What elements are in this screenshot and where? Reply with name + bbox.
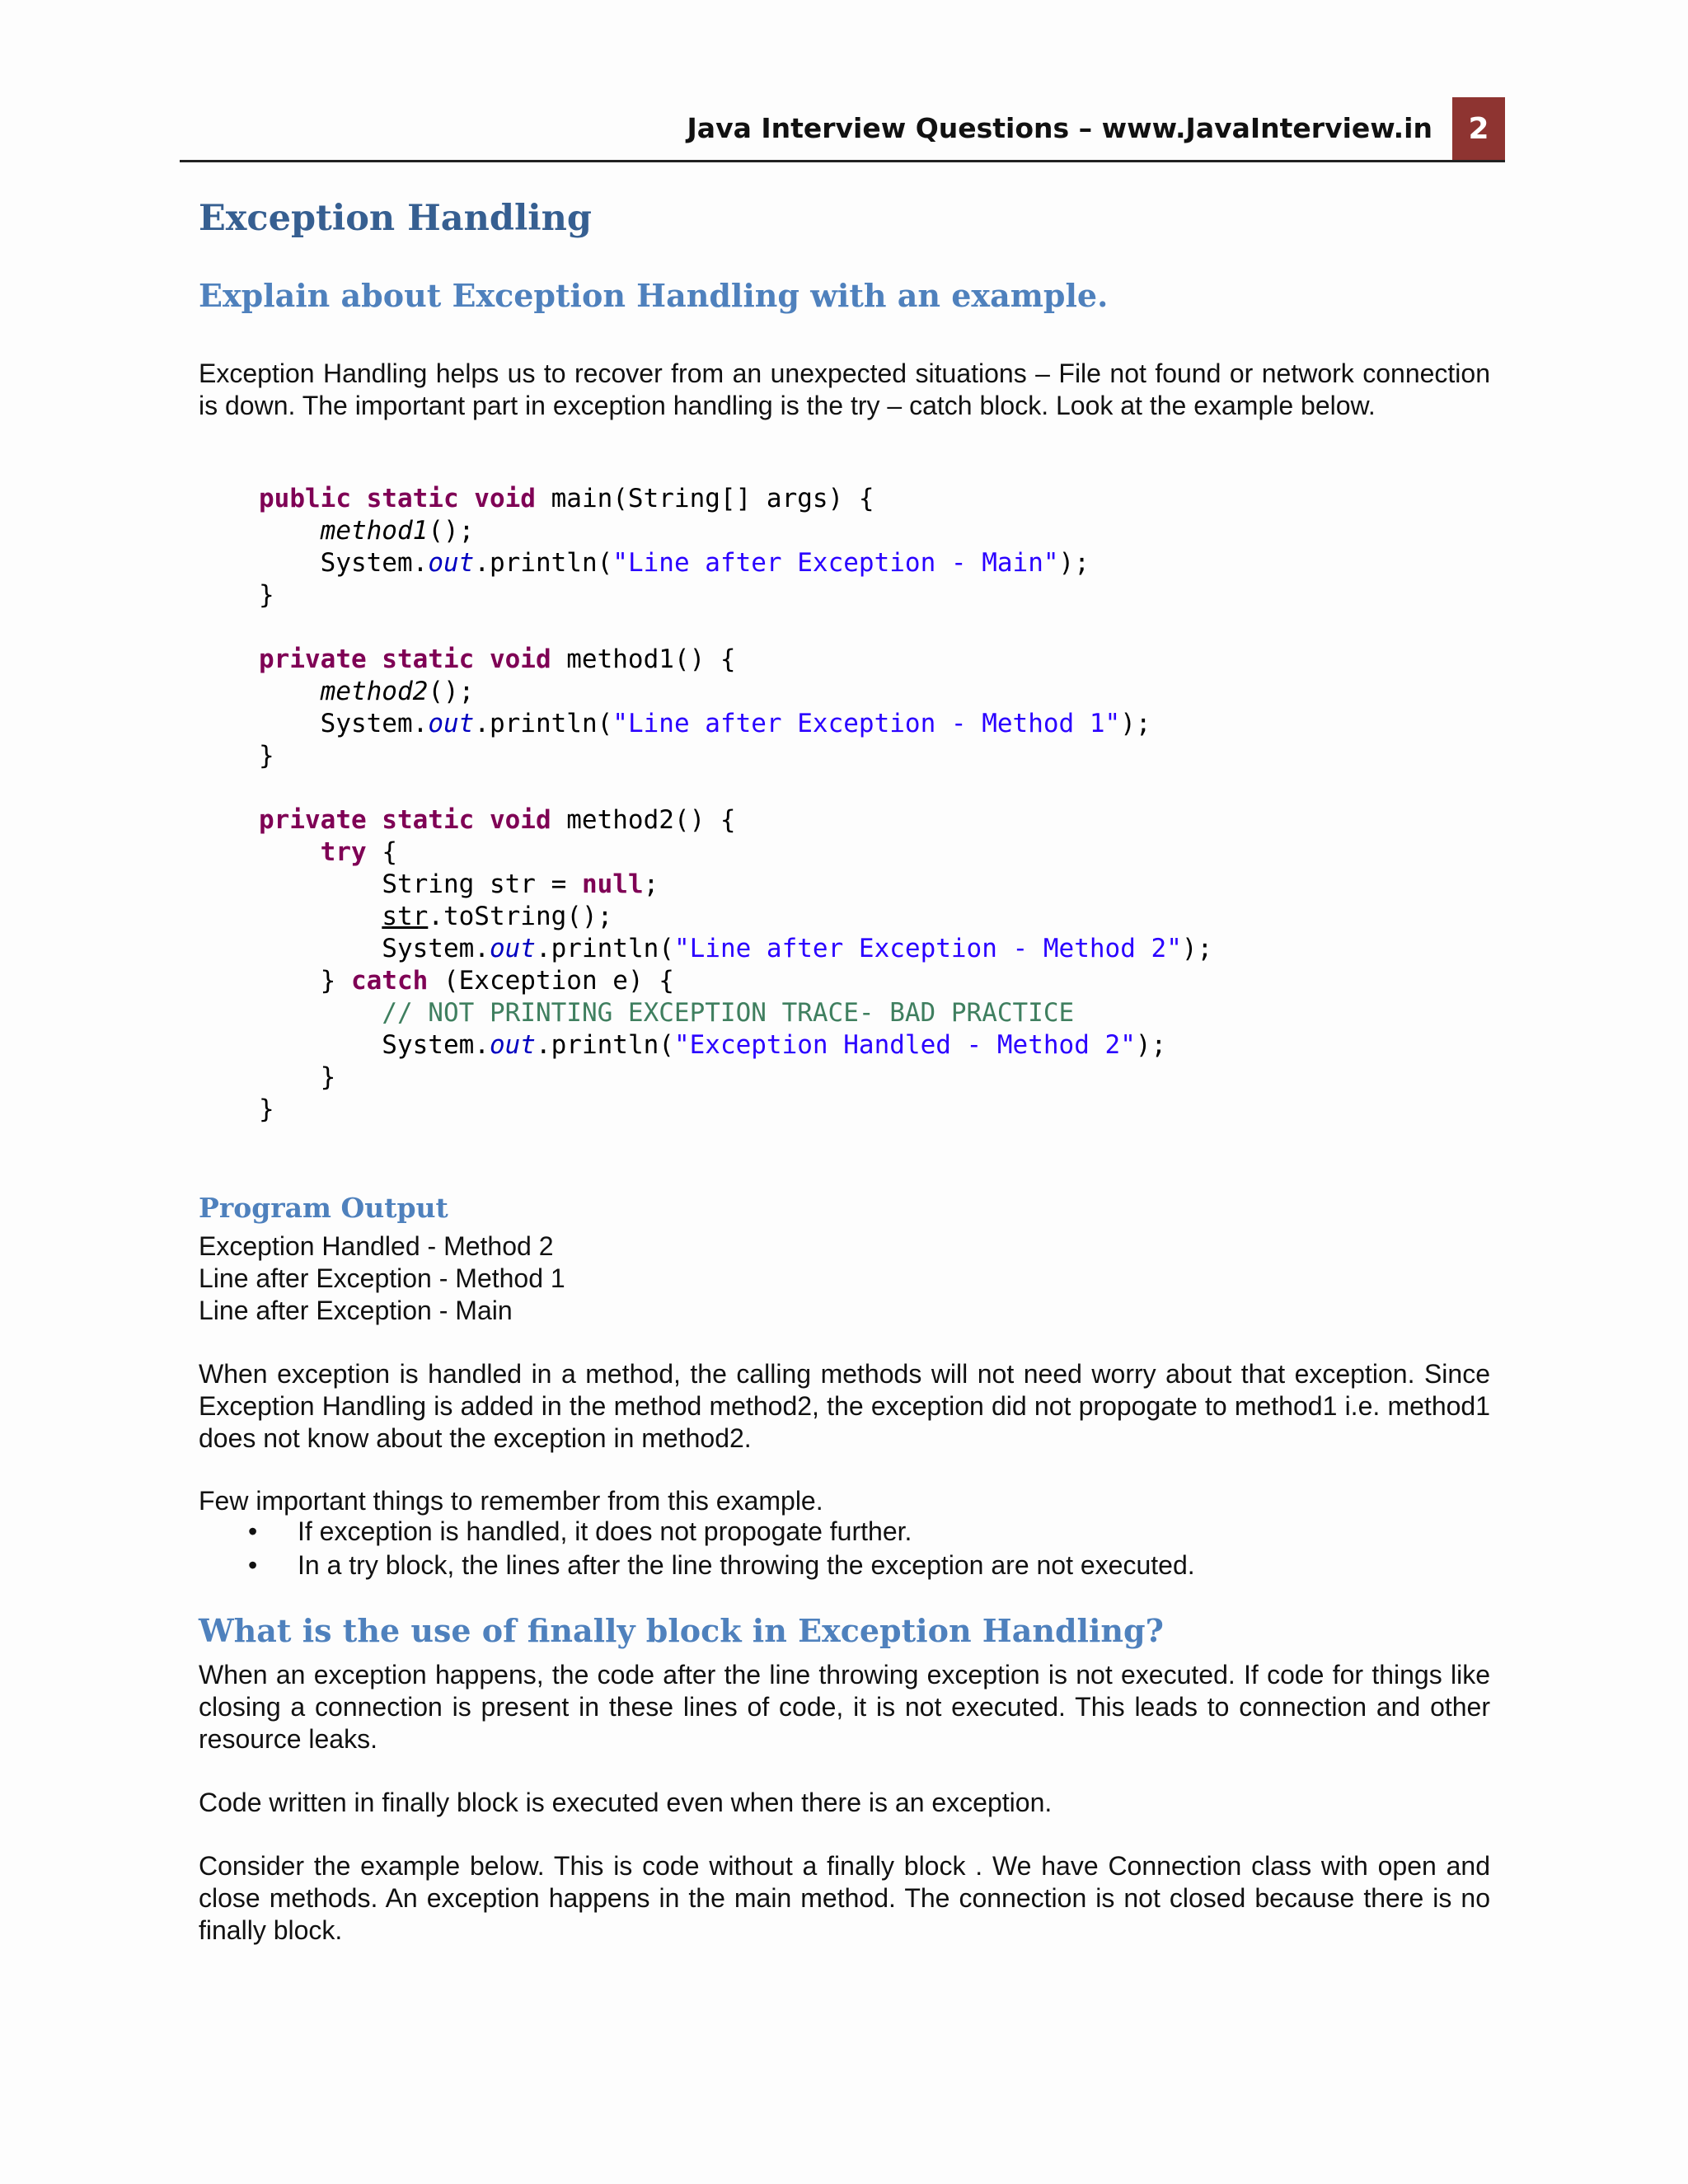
remember-intro: Few important things to remember from this example.	[199, 1486, 823, 1516]
code-block: public static void main(String[] args) { method1(); System.out.println("Line after Exception - Main"); } private static void method1() { method2(); System.out.println("Line after Exception - Method 1"); } private static void method2() { try { String str = null; str.toString(); System.out.println("Line after Exception - Method 2"); } catch (Exception e) { // NOT PRINTING EXCEPTION TRACE- BAD PRACTICE System.out.println("Exception Handled - Method 2"); } }	[259, 484, 1213, 1124]
program-output-title: Program Output	[199, 1192, 448, 1224]
output-line: Line after Exception - Method 1	[199, 1263, 565, 1293]
page-header	[180, 97, 1505, 162]
explanation-paragraph: When exception is handled in a method, the calling methods will not need worry about that exception. Since Exception Handling is added in the method method2, the exception did not propogate to method1 i.e. method1 does not know about the exception in method2.	[199, 1359, 1490, 1453]
finally-paragraph-2: Code written in finally block is executed even when there is an exception.	[199, 1788, 1053, 1817]
list-item: • If exception is handled, it does not propogate further.	[248, 1516, 912, 1546]
question-1-title: Explain about Exception Handling with an example.	[199, 277, 1109, 314]
intro-paragraph: Exception Handling helps us to recover from an unexpected situations – File not found or network connection is down. The important part in exception handling is the try – catch block. Look at the example below.	[199, 359, 1490, 420]
remember-list	[248, 1516, 1195, 1584]
page-number-badge: 2	[1452, 97, 1505, 160]
finally-paragraph-1: When an exception happens, the code after the line throwing exception is not executed. If code for things like closing a connection is present in these lines of code, it is not executed. This leads to connection and other resource leaks.	[199, 1660, 1490, 1754]
header-title: Java Interview Questions – www.JavaInterview.in	[687, 112, 1432, 144]
question-2-title: What is the use of finally block in Exception Handling?	[199, 1612, 1164, 1649]
section-title: Exception Handling	[199, 198, 592, 239]
list-item: • In a try block, the lines after the line throwing the exception are not executed.	[248, 1550, 1195, 1580]
output-line: Line after Exception - Main	[199, 1296, 513, 1325]
finally-paragraph-3: Consider the example below. This is code without a finally block . We have Connection class with open and close methods. An exception happens in the main method. The connection is not closed because there is no finally block.	[199, 1851, 1490, 1945]
output-line: Exception Handled - Method 2	[199, 1231, 554, 1261]
